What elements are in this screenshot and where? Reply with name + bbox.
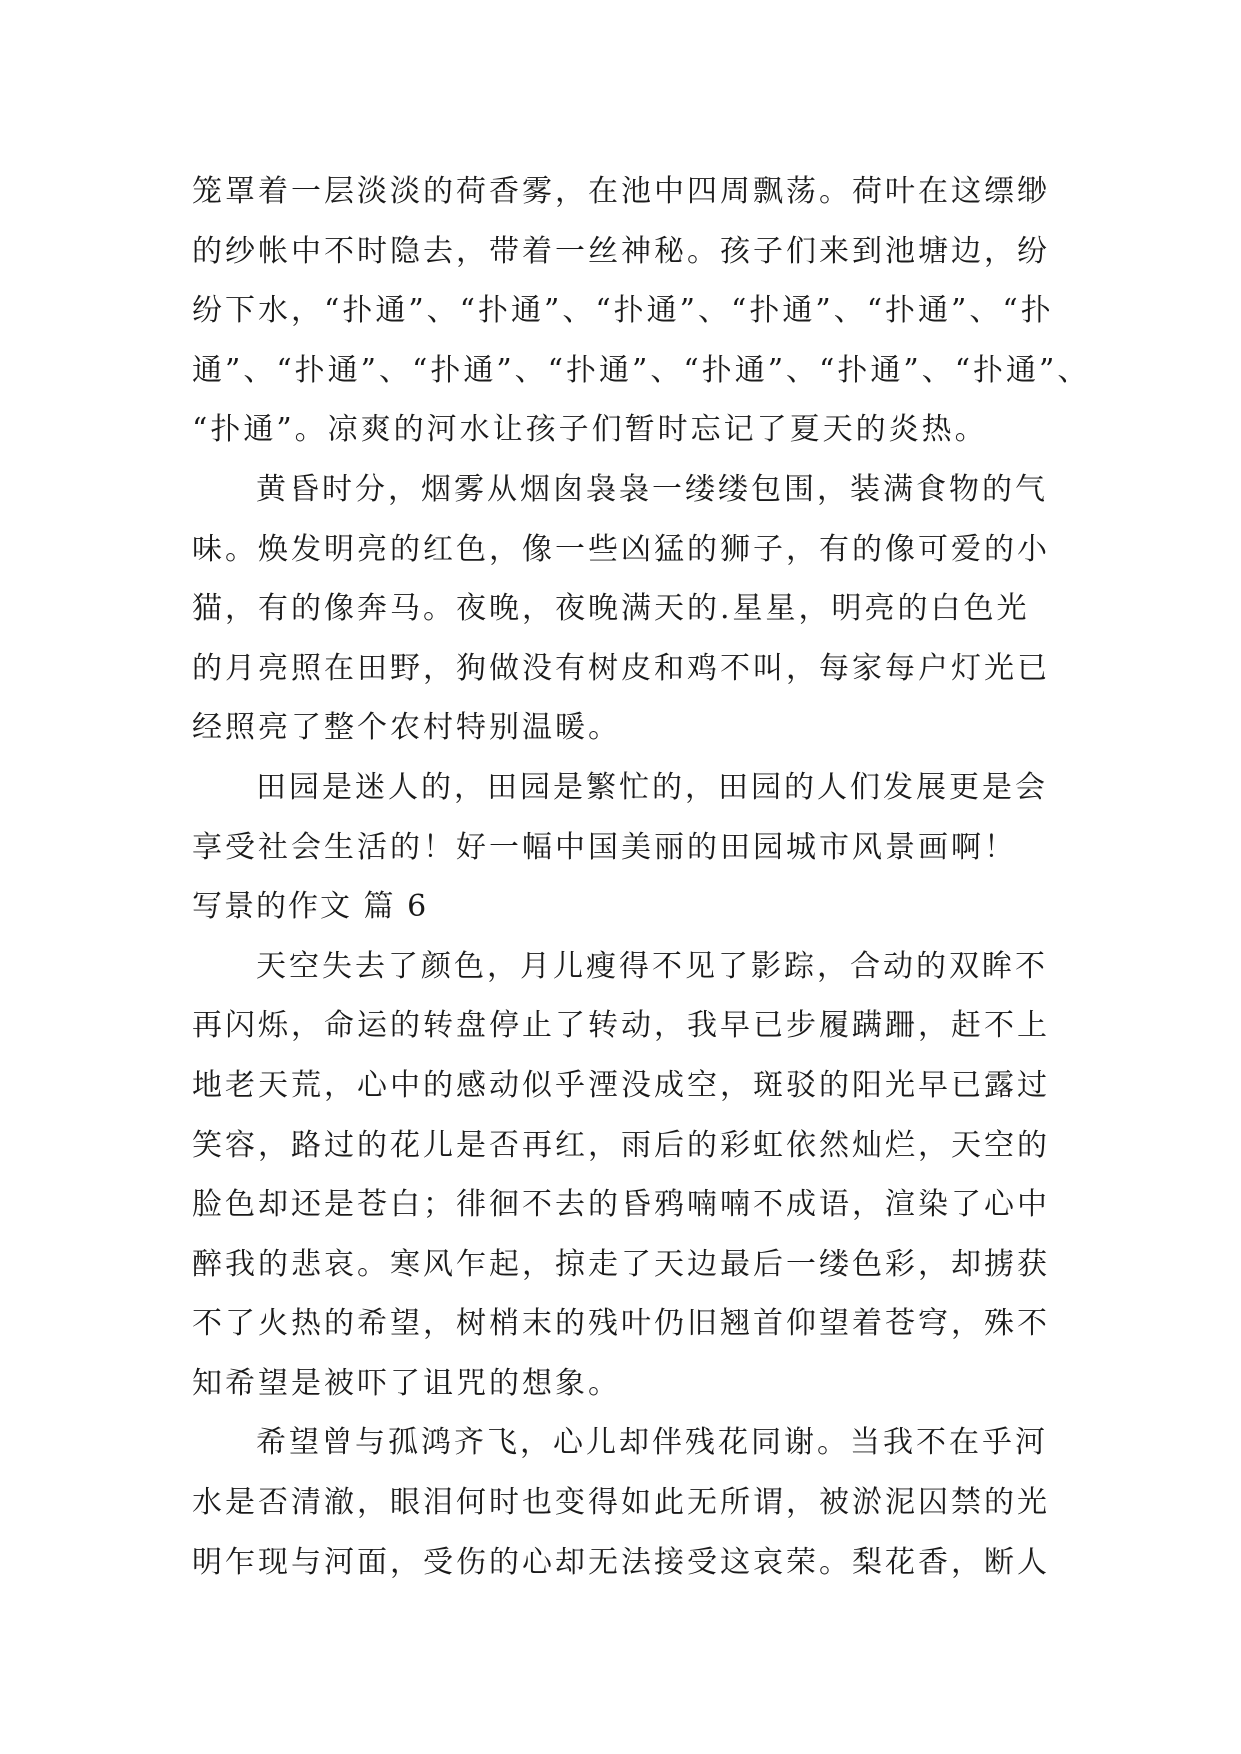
text-line: 不了火热的希望，树梢末的残叶仍旧翘首仰望着苍穹，殊不 [192,1306,1050,1342]
paragraph [192,162,1112,460]
text-line: 通”、“扑通”、“扑通”、“扑通”、“扑通”、“扑通”、“扑通”、 [192,352,1091,388]
text-line: 笑容，路过的花儿是否再红，雨后的彩虹依然灿烂，天空的 [192,1127,1050,1163]
text-line: 再闪烁，命运的转盘停止了转动，我早已步履蹒跚，赶不上 [192,1008,1050,1044]
text-line: “扑通”。凉爽的河水让孩子们暂时忘记了夏天的炎热。 [192,412,988,448]
text-line: 醉我的悲哀。寒风乍起，掠走了天边最后一缕色彩，却掳获 [192,1246,1050,1282]
text-line: 黄昏时分，烟雾从烟囱袅袅一缕缕包围，装满食物的气 [256,471,1048,507]
text-line: 的纱帐中不时隐去，带着一丝神秘。孩子们来到池塘边，纷 [192,233,1050,269]
text-line: 地老天荒，心中的感动似乎湮没成空，斑驳的阳光早已露过 [192,1067,1050,1103]
paragraph [192,1413,1112,1592]
text-line: 知希望是被吓了诅咒的想象。 [192,1365,621,1401]
section-heading [192,877,1112,937]
text-line: 希望曾与孤鸿齐飞，心儿却伴残花同谢。当我不在乎河 [256,1425,1048,1461]
text-line: 水是否清澈，眼泪何时也变得如此无所谓，被淤泥囚禁的光 [192,1485,1050,1521]
document-body [192,162,1112,1592]
text-line: 脸色却还是苍白；徘徊不去的昏鸦喃喃不成语，渲染了心中 [192,1187,1050,1223]
paragraph [192,758,1112,877]
text-line: 味。焕发明亮的红色，像一些凶猛的狮子，有的像可爱的小 [192,531,1050,567]
text-line: 猫，有的像奔马。夜晚，夜晚满天的.星星，明亮的白色光 [192,591,1030,627]
paragraph [192,937,1112,1414]
text-line: 笼罩着一层淡淡的荷香雾，在池中四周飘荡。荷叶在这缥缈 [192,174,1050,209]
text-line: 田园是迷人的，田园是繁忙的，田园的人们发展更是会 [256,769,1048,805]
heading-text: 写景的作文 篇 6 [192,889,429,925]
text-line: 明乍现与河面，受伤的心却无法接受这哀荣。梨花香，断人 [192,1544,1050,1580]
text-line: 纷下水，“扑通”、“扑通”、“扑通”、“扑通”、“扑通”、“扑 [192,293,1054,329]
text-line: 经照亮了整个农村特别温暖。 [192,710,621,746]
paragraph [192,460,1112,758]
text-line: 天空失去了颜色，月儿瘦得不见了影踪，合动的双眸不 [256,948,1048,984]
text-line: 享受社会生活的！好一幅中国美丽的田园城市风景画啊！ [192,829,1017,865]
text-line: 的月亮照在田野，狗做没有树皮和鸡不叫，每家每户灯光已 [192,650,1050,686]
